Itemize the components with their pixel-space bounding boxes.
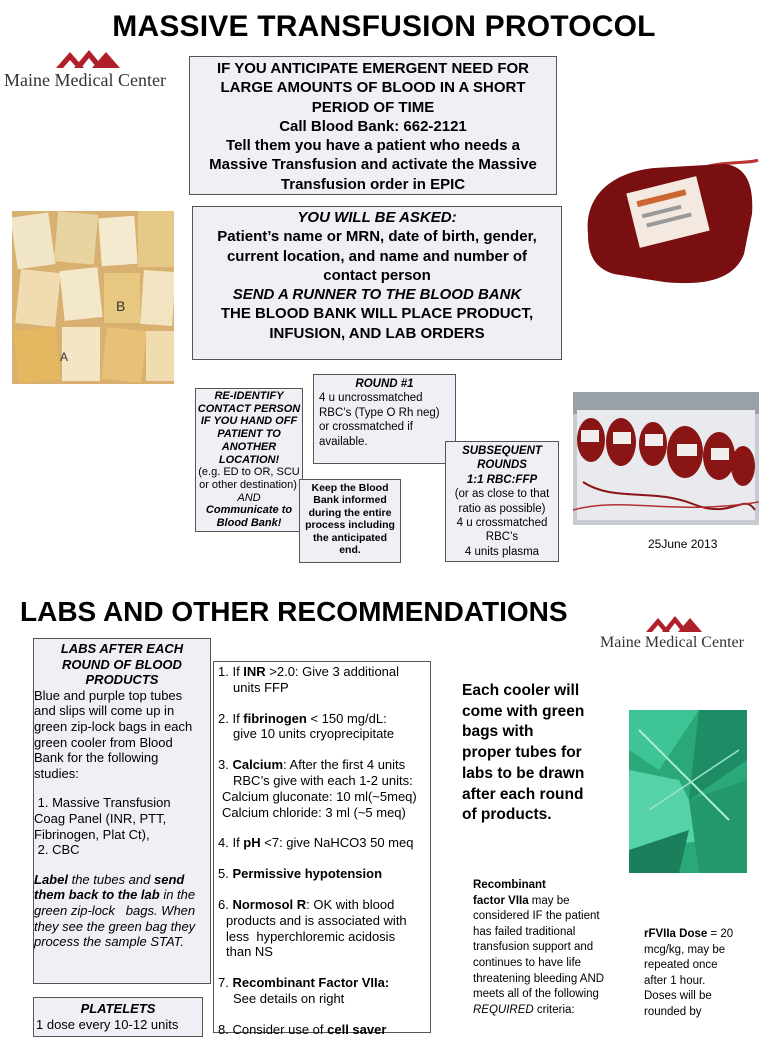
rec-calcium bbox=[218, 757, 430, 773]
rec-inr bbox=[218, 664, 430, 680]
cooler-line: labs to be drawn bbox=[462, 764, 585, 782]
asked-line: current location, and name and number of bbox=[226, 247, 528, 265]
keep-informed-line: end. bbox=[339, 544, 361, 557]
alert-line: Transfusion order in EPIC bbox=[280, 175, 466, 193]
reidentify-line: IF YOU HAND OFF bbox=[200, 415, 298, 428]
back-to-lab: them back to the lab bbox=[34, 887, 160, 903]
labs-text: green cooler from Blood bbox=[34, 734, 173, 750]
blood-bag-photo bbox=[574, 154, 760, 294]
rec-text: : After the first 4 units bbox=[283, 757, 406, 773]
label-word: Label bbox=[34, 871, 68, 887]
send-word: send bbox=[153, 871, 185, 887]
rec-key: cell saver bbox=[327, 1021, 387, 1037]
rec-text: give 10 units cryoprecipitate bbox=[233, 726, 395, 742]
cooler-line: of products. bbox=[462, 806, 552, 824]
rec-num: 6. bbox=[218, 896, 233, 912]
reidentify-line: ANOTHER bbox=[221, 440, 277, 453]
cooler-line: after each round bbox=[462, 785, 584, 803]
subsequent-rounds-box bbox=[445, 441, 559, 562]
labs-heading: PRODUCTS bbox=[85, 672, 159, 688]
labs-instr-text: in the bbox=[159, 887, 196, 903]
reidentify-line: AND bbox=[237, 491, 261, 504]
labs-text: green zip-lock bags in each bbox=[34, 718, 193, 734]
rfviia-criteria bbox=[473, 878, 623, 1018]
rec-num: 7. bbox=[218, 975, 233, 991]
reidentify-line: CONTACT PERSON bbox=[197, 402, 301, 415]
labs-section-title: LABS AND OTHER RECOMMENDATIONS bbox=[20, 596, 568, 627]
logo-name: Maine Medical Center bbox=[600, 634, 744, 651]
rec-num: 8. Consider use of bbox=[218, 1021, 328, 1037]
labs-instruction: they see the green bag they bbox=[34, 918, 196, 934]
rec-text: units FFP bbox=[233, 679, 289, 695]
subsequent-line: ROUNDS bbox=[477, 459, 527, 472]
subsequent-line: 4 u crossmatched bbox=[456, 517, 548, 530]
rec-text: less hyperchloremic acidosis bbox=[226, 928, 396, 944]
rec-num: 3. bbox=[218, 757, 233, 773]
labs-heading: LABS AFTER EACH bbox=[60, 641, 184, 656]
rec-key: pH bbox=[243, 835, 261, 851]
blood-tray-photo bbox=[573, 392, 759, 525]
labs-text: Blue and purple top tubes bbox=[34, 687, 183, 703]
rec-num: 2. If bbox=[218, 710, 244, 726]
platelets-box bbox=[33, 997, 203, 1037]
round-1-heading: ROUND #1 bbox=[355, 378, 414, 390]
logo-mark-icon bbox=[600, 614, 760, 634]
dose-line: repeated once bbox=[644, 959, 718, 972]
date-label: 25June 2013 bbox=[648, 537, 718, 551]
labs-study: 1. Massive Transfusion bbox=[34, 795, 171, 811]
round-1-box bbox=[313, 374, 456, 464]
rfviia-text: criteria: bbox=[533, 1003, 575, 1016]
asked-line: INFUSION, AND LAB ORDERS bbox=[269, 324, 485, 342]
subsequent-line: 1:1 RBC:FFP bbox=[466, 473, 538, 486]
rec-num: 5. bbox=[218, 866, 233, 882]
labs-study: Coag Panel (INR, PTT, bbox=[34, 810, 167, 826]
dose-text: = 20 bbox=[707, 928, 734, 940]
keep-informed-line: Bank informed bbox=[313, 494, 387, 507]
rec-fibrinogen bbox=[218, 711, 430, 727]
rfviia-line: meets all of the following bbox=[473, 988, 599, 1001]
runner-line: SEND A RUNNER TO THE BLOOD BANK bbox=[232, 286, 522, 304]
rfviia-line bbox=[473, 1003, 623, 1019]
round-1-line: or crossmatched if bbox=[319, 421, 413, 434]
labs-instruction: green zip-lock bags. When bbox=[34, 902, 196, 918]
rec-text: < 150 mg/dL: bbox=[306, 710, 387, 726]
svg-text:A: A bbox=[60, 350, 69, 364]
green-bags-photo bbox=[629, 710, 747, 873]
round-1-line: 4 u uncrossmatched bbox=[319, 392, 423, 405]
rec-text: Calcium chloride: 3 ml (~5 meq) bbox=[222, 804, 406, 820]
rec-text: See details on right bbox=[233, 990, 345, 1006]
rec-key: INR bbox=[243, 664, 266, 679]
dose-line: rounded by bbox=[644, 1005, 702, 1018]
rfviia-line: transfusion support and bbox=[473, 941, 594, 954]
round-1-line: RBC’s (Type O Rh neg) bbox=[319, 406, 440, 419]
dose-line: after 1 hour. bbox=[644, 974, 706, 987]
rfviia-line: considered IF the patient bbox=[473, 910, 600, 923]
logo-mark-icon bbox=[4, 48, 174, 70]
asked-line: THE BLOOD BANK WILL PLACE PRODUCT, bbox=[220, 305, 534, 323]
rec-text: >2.0: Give 3 additional bbox=[265, 664, 400, 679]
labs-study: Fibrinogen, Plat Ct), bbox=[34, 826, 150, 842]
alert-line: Massive Transfusion and activate the Massive bbox=[209, 156, 537, 174]
reidentify-line: RE-IDENTIFY bbox=[214, 390, 284, 402]
rec-key: Recombinant Factor VIIa: bbox=[232, 975, 390, 991]
cooler-line: Each cooler will bbox=[462, 682, 580, 699]
dose-line: Doses will be bbox=[644, 990, 712, 1003]
labs-instruction: process the sample STAT. bbox=[34, 934, 185, 950]
rec-key: Calcium bbox=[232, 757, 284, 773]
dose-line: mcg/kg, may be bbox=[644, 943, 726, 956]
labs-text: studies: bbox=[34, 765, 79, 781]
recommendations-box bbox=[213, 661, 431, 1037]
cooler-line: proper tubes for bbox=[462, 744, 582, 762]
alert-line: PERIOD OF TIME bbox=[311, 98, 435, 116]
reidentify-line: or other destination) bbox=[199, 478, 297, 491]
keep-informed-box bbox=[299, 479, 401, 563]
rec-num: 1. If bbox=[218, 664, 244, 679]
keep-informed-line: Keep the Blood bbox=[311, 482, 389, 494]
you-will-be-asked-box bbox=[192, 206, 562, 360]
cooler-line: bags with bbox=[462, 723, 534, 741]
round-1-line: available. bbox=[319, 435, 368, 448]
subsequent-line: 4 units plasma bbox=[464, 545, 540, 558]
rec-hypotension bbox=[218, 866, 430, 882]
alert-line: LARGE AMOUNTS OF BLOOD IN A SHORT bbox=[220, 79, 526, 97]
asked-line: Patient’s name or MRN, date of birth, gender, bbox=[217, 228, 537, 246]
page-title: MASSIVE TRANSFUSION PROTOCOL bbox=[112, 10, 656, 43]
rec-text: <7: give NaHCO3 50 meq bbox=[260, 835, 414, 851]
rfviia-line: has failed traditional bbox=[473, 925, 576, 938]
reidentify-line: PATIENT TO bbox=[217, 428, 281, 441]
subsequent-line: ratio as possible) bbox=[458, 502, 546, 515]
rfviia-text: may be bbox=[528, 894, 570, 907]
keep-informed-line: the anticipated bbox=[312, 531, 388, 544]
rec-text: RBC’s give with each 1-2 units: bbox=[233, 772, 413, 788]
rec-text: products and is associated with bbox=[226, 912, 407, 928]
keep-informed-line: during the entire bbox=[308, 506, 392, 519]
keep-informed-line: process including bbox=[305, 519, 395, 532]
dose-key: rFVIIa Dose bbox=[644, 928, 708, 940]
rec-key: Normosol R bbox=[232, 896, 307, 912]
alert-line: Tell them you have a patient who needs a bbox=[226, 137, 520, 155]
reidentify-line: LOCATION! bbox=[218, 453, 280, 466]
alert-line: IF YOU ANTICIPATE EMERGENT NEED FOR bbox=[217, 60, 529, 77]
labs-heading: ROUND OF BLOOD bbox=[62, 656, 182, 672]
rfviia-line: continues to have life bbox=[473, 956, 582, 969]
alert-box bbox=[189, 56, 557, 195]
rfviia-key: factor VIIa bbox=[473, 894, 529, 907]
labs-instr-text: the tubes and bbox=[67, 871, 154, 887]
rec-text: than NS bbox=[226, 944, 273, 960]
cooler-note bbox=[462, 681, 622, 826]
labs-text: Bank for the following bbox=[34, 750, 159, 766]
platelets-line: 1 dose every 10-12 units bbox=[36, 1016, 179, 1032]
subsequent-line: (or as close to that bbox=[454, 488, 550, 501]
rec-num: 4. If bbox=[218, 835, 244, 851]
labs-instruction bbox=[34, 872, 210, 888]
rec-factor-viia bbox=[218, 975, 430, 991]
cooler-line: come with green bbox=[462, 702, 585, 720]
rec-ph bbox=[218, 835, 430, 851]
rfviia-required: REQUIRED bbox=[473, 1003, 534, 1016]
labs-instruction bbox=[34, 887, 210, 903]
maine-medical-logo bbox=[4, 48, 174, 92]
asked-line: contact person bbox=[323, 266, 431, 284]
asked-heading: YOU WILL BE ASKED: bbox=[297, 209, 457, 226]
rec-text: : OK with blood bbox=[306, 896, 395, 912]
plasma-bags-photo bbox=[12, 211, 174, 384]
rfviia-dose bbox=[644, 927, 768, 1021]
subsequent-line: SUBSEQUENT bbox=[462, 445, 542, 457]
rec-text: Calcium gluconate: 10 ml(~5meq) bbox=[222, 788, 417, 804]
rfviia-line: Recombinant bbox=[473, 879, 546, 891]
dose-line bbox=[644, 927, 768, 943]
rfviia-line: threatening bleeding AND bbox=[473, 972, 605, 985]
labs-study: 2. CBC bbox=[34, 842, 80, 858]
labs-after-round-box bbox=[33, 638, 211, 984]
reidentify-line: (e.g. ED to OR, SCU bbox=[198, 466, 300, 479]
rec-key: fibrinogen bbox=[243, 710, 307, 726]
rfviia-line bbox=[473, 894, 623, 910]
rec-key: Permissive hypotension bbox=[232, 866, 383, 882]
rec-normosol bbox=[218, 897, 430, 913]
maine-medical-logo-2 bbox=[600, 614, 760, 654]
logo-name: Maine Medical Center bbox=[4, 70, 166, 90]
platelets-heading: PLATELETS bbox=[80, 1001, 156, 1016]
rec-cell-saver bbox=[218, 1022, 430, 1038]
reidentify-line: Blood Bank! bbox=[216, 517, 282, 530]
subsequent-line: RBC’s bbox=[485, 531, 519, 544]
blood-bank-phone: Call Blood Bank: 662-2121 bbox=[279, 117, 467, 135]
labs-text: and slips will come up in bbox=[34, 703, 175, 719]
svg-text:B: B bbox=[116, 298, 126, 314]
reidentify-line: Communicate to bbox=[205, 504, 293, 517]
reidentify-box bbox=[195, 388, 303, 532]
